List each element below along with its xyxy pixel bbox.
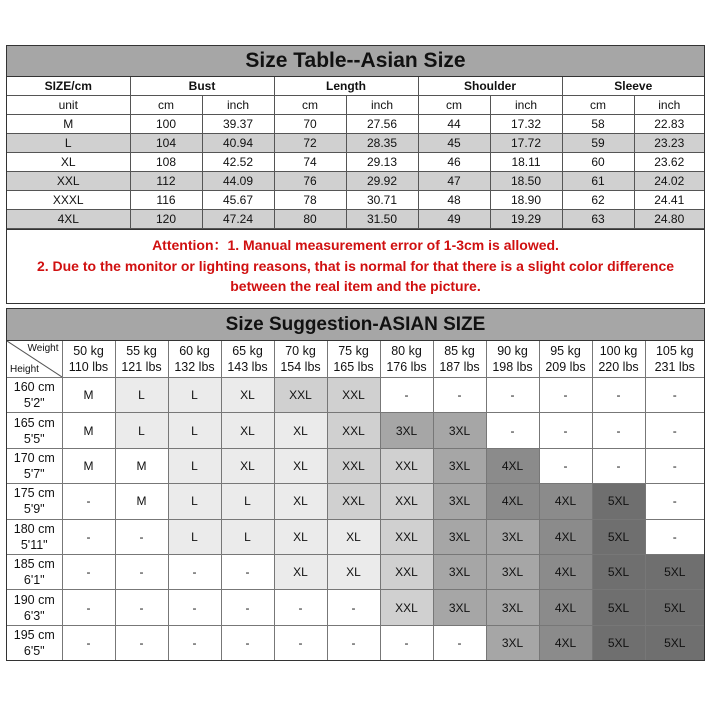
suggested-size-cell: - [168,625,221,660]
suggested-size-cell: 3XL [433,554,486,589]
unit-cell: inch [346,96,418,115]
header-shoulder: Shoulder [418,77,562,96]
size-value: 18.50 [490,172,562,191]
size-name: 4XL [7,210,130,229]
weight-column-header [380,341,433,378]
suggested-size-cell: XXL [327,378,380,413]
suggested-size-cell: - [327,625,380,660]
suggested-size-cell: L [115,413,168,448]
size-name: L [7,134,130,153]
weight-kg: 80 kg [391,344,422,358]
size-table-title: Size Table--Asian Size [7,46,704,77]
suggested-size-cell: - [62,519,115,554]
weight-lbs: 165 lbs [333,360,374,374]
weight-kg: 70 kg [285,344,316,358]
height-row-header [7,448,62,483]
suggested-size-cell: M [62,378,115,413]
unit-cell: cm [418,96,490,115]
suggested-size-cell: - [645,378,704,413]
size-table-header-row [7,77,704,96]
size-row-4xl [7,210,704,229]
height-cm: 170 cm [13,450,55,465]
size-value: 45.67 [202,191,274,210]
weight-kg: 55 kg [126,344,157,358]
unit-cell: cm [562,96,634,115]
height-row-header [7,625,62,660]
suggestion-title: Size Suggestion-ASIAN SIZE [7,309,704,341]
suggested-size-cell: L [221,519,274,554]
suggested-size-cell: - [645,448,704,483]
height-ft: 5'7" [23,466,45,481]
size-name: M [7,115,130,134]
size-value: 61 [562,172,634,191]
suggested-size-cell: - [115,519,168,554]
suggested-size-cell: 3XL [433,413,486,448]
unit-cell: inch [634,96,704,115]
size-value: 104 [130,134,202,153]
height-cm: 195 cm [13,627,55,642]
suggested-size-cell: - [592,413,645,448]
suggested-size-cell: XXL [380,448,433,483]
weight-kg: 90 kg [497,344,528,358]
height-row-header [7,484,62,519]
size-value: 62 [562,191,634,210]
weight-kg: 65 kg [232,344,263,358]
size-row-l [7,134,704,153]
height-ft: 5'11" [20,537,48,552]
weight-column-header [433,341,486,378]
suggested-size-cell: XL [274,448,327,483]
unit-cell: inch [490,96,562,115]
height-row-header [7,590,62,625]
suggested-size-cell: 3XL [486,519,539,554]
suggested-size-cell: 4XL [486,484,539,519]
suggested-size-cell: XL [274,519,327,554]
height-cm: 190 cm [13,592,55,607]
suggested-size-cell: - [62,554,115,589]
suggested-size-cell: 3XL [486,625,539,660]
size-name: XL [7,153,130,172]
size-value: 42.52 [202,153,274,172]
weight-lbs: 187 lbs [439,360,480,374]
size-value: 17.32 [490,115,562,134]
weight-lbs: 176 lbs [386,360,427,374]
weight-column-header [592,341,645,378]
attention-box [6,228,705,304]
height-row [7,554,704,589]
size-name: XXXL [7,191,130,210]
weight-lbs: 154 lbs [280,360,321,374]
suggested-size-cell: 5XL [592,625,645,660]
suggested-size-cell: XXL [380,590,433,625]
weight-column-header [62,341,115,378]
weight-column-header [274,341,327,378]
size-value: 40.94 [202,134,274,153]
size-table-grid [7,77,704,229]
size-value: 48 [418,191,490,210]
size-value: 27.56 [346,115,418,134]
size-table-unit-row [7,96,704,115]
suggested-size-cell: - [539,378,592,413]
attention-line-2: 2. Due to the monitor or lighting reasons, that is normal for that there is a slight color difference [36,257,675,274]
size-value: 76 [274,172,346,191]
height-row [7,625,704,660]
size-value: 29.13 [346,153,418,172]
suggested-size-cell: M [62,413,115,448]
size-value: 23.62 [634,153,704,172]
size-table [6,45,705,230]
weight-column-header [539,341,592,378]
suggested-size-cell: - [274,625,327,660]
weight-header-row [7,341,704,378]
suggested-size-cell: - [221,554,274,589]
size-value: 17.72 [490,134,562,153]
size-value: 19.29 [490,210,562,229]
suggested-size-cell: 3XL [486,554,539,589]
unit-cell: inch [202,96,274,115]
weight-column-header [486,341,539,378]
size-value: 120 [130,210,202,229]
weight-kg: 95 kg [550,344,581,358]
unit-cell: cm [130,96,202,115]
suggested-size-cell: - [221,590,274,625]
suggested-size-cell: 4XL [486,448,539,483]
size-value: 18.11 [490,153,562,172]
size-value: 80 [274,210,346,229]
attention-line-3: between the real item and the picture. [230,278,481,294]
suggested-size-cell: XXL [327,413,380,448]
height-cm: 180 cm [13,521,55,536]
suggested-size-cell: - [380,625,433,660]
size-value: 24.80 [634,210,704,229]
suggested-size-cell: - [380,378,433,413]
suggested-size-cell: L [221,484,274,519]
size-suggestion-table [6,308,705,661]
size-row-xxl [7,172,704,191]
height-row [7,448,704,483]
size-value: 59 [562,134,634,153]
weight-lbs: 209 lbs [545,360,586,374]
suggested-size-cell: - [645,484,704,519]
suggested-size-cell: - [168,554,221,589]
size-value: 100 [130,115,202,134]
suggested-size-cell: XXL [380,554,433,589]
suggested-size-cell: 3XL [433,590,486,625]
size-value: 44 [418,115,490,134]
height-ft: 5'2" [23,396,45,411]
header-bust: Bust [130,77,274,96]
suggested-size-cell: - [433,378,486,413]
suggested-size-cell: 3XL [433,484,486,519]
suggested-size-cell: M [115,484,168,519]
suggested-size-cell: XL [274,484,327,519]
weight-height-corner [7,341,62,378]
size-value: 47 [418,172,490,191]
size-row-m [7,115,704,134]
suggested-size-cell: - [433,625,486,660]
suggested-size-cell: L [168,519,221,554]
suggested-size-cell: XL [274,413,327,448]
size-value: 24.02 [634,172,704,191]
height-row-header [7,519,62,554]
header-sleeve: Sleeve [562,77,704,96]
suggested-size-cell: 4XL [539,554,592,589]
suggested-size-cell: L [168,484,221,519]
suggested-size-cell: XL [327,519,380,554]
suggested-size-cell: XXL [274,378,327,413]
size-value: 78 [274,191,346,210]
suggested-size-cell: L [168,448,221,483]
suggested-size-cell: - [539,413,592,448]
weight-lbs: 121 lbs [121,360,162,374]
suggested-size-cell: XL [327,554,380,589]
height-ft: 6'5" [23,643,45,658]
height-row [7,590,704,625]
suggested-size-cell: XXL [380,519,433,554]
weight-kg: 50 kg [73,344,104,358]
height-row [7,519,704,554]
suggested-size-cell: - [645,413,704,448]
height-ft: 6'1" [23,573,45,588]
weight-lbs: 132 lbs [174,360,215,374]
height-row [7,378,704,413]
height-ft: 5'9" [23,502,45,517]
unit-label: unit [7,96,130,115]
suggested-size-cell: 5XL [592,519,645,554]
size-name: XXL [7,172,130,191]
suggested-size-cell: - [115,554,168,589]
suggested-size-cell: - [168,590,221,625]
height-row-header [7,413,62,448]
suggested-size-cell: - [115,625,168,660]
suggested-size-cell: L [168,378,221,413]
size-value: 74 [274,153,346,172]
suggested-size-cell: L [168,413,221,448]
suggested-size-cell: 5XL [592,590,645,625]
height-cm: 165 cm [13,415,55,430]
suggested-size-cell: M [115,448,168,483]
height-row [7,413,704,448]
suggested-size-cell: 5XL [645,590,704,625]
weight-lbs: 198 lbs [492,360,533,374]
weight-column-header [168,341,221,378]
suggested-size-cell: 3XL [433,519,486,554]
suggested-size-cell: M [62,448,115,483]
suggested-size-cell: XL [221,378,274,413]
height-cm: 185 cm [13,557,55,572]
size-value: 108 [130,153,202,172]
suggested-size-cell: - [221,625,274,660]
size-value: 28.35 [346,134,418,153]
suggested-size-cell: XL [221,448,274,483]
suggested-size-cell: 3XL [433,448,486,483]
weight-lbs: 110 lbs [68,360,109,374]
height-ft: 5'5" [23,431,45,446]
suggested-size-cell: 5XL [645,554,704,589]
weight-lbs: 220 lbs [598,360,639,374]
weight-kg: 105 kg [655,344,694,358]
suggested-size-cell: L [115,378,168,413]
suggested-size-cell: 5XL [592,484,645,519]
suggested-size-cell: - [539,448,592,483]
height-cm: 160 cm [13,380,55,395]
unit-cell: cm [274,96,346,115]
weight-kg: 100 kg [599,344,638,358]
suggested-size-cell: 5XL [645,625,704,660]
weight-column-header [221,341,274,378]
size-value: 31.50 [346,210,418,229]
suggested-size-cell: - [327,590,380,625]
suggestion-grid [7,341,704,660]
size-value: 22.83 [634,115,704,134]
suggested-size-cell: - [592,378,645,413]
suggested-size-cell: - [62,590,115,625]
size-value: 72 [274,134,346,153]
height-row-header [7,554,62,589]
size-row-xl [7,153,704,172]
suggested-size-cell: 4XL [539,625,592,660]
size-value: 60 [562,153,634,172]
weight-column-header [115,341,168,378]
size-value: 116 [130,191,202,210]
suggested-size-cell: - [486,413,539,448]
header-size-cm: SIZE/cm [7,77,130,96]
size-value: 47.24 [202,210,274,229]
weight-kg: 60 kg [179,344,210,358]
suggested-size-cell: XXL [380,484,433,519]
size-value: 29.92 [346,172,418,191]
suggested-size-cell: 3XL [486,590,539,625]
suggested-size-cell: 4XL [539,484,592,519]
suggested-size-cell: 3XL [380,413,433,448]
size-value: 39.37 [202,115,274,134]
suggested-size-cell: XL [221,413,274,448]
suggested-size-cell: XXL [327,484,380,519]
suggested-size-cell: 4XL [539,590,592,625]
suggested-size-cell: 5XL [592,554,645,589]
size-value: 70 [274,115,346,134]
size-value: 23.23 [634,134,704,153]
header-length: Length [274,77,418,96]
weight-kg: 75 kg [338,344,369,358]
weight-kg: 85 kg [444,344,475,358]
suggested-size-cell: - [592,448,645,483]
suggested-size-cell: - [62,484,115,519]
size-value: 58 [562,115,634,134]
attention-line-1: Attention：1. Manual measurement error of 1-3cm is allowed. [152,237,559,253]
suggested-size-cell: 4XL [539,519,592,554]
corner-height-label: Height [10,364,39,375]
suggested-size-cell: - [645,519,704,554]
suggested-size-cell: XL [274,554,327,589]
size-value: 45 [418,134,490,153]
size-row-xxxl [7,191,704,210]
height-row [7,484,704,519]
suggested-size-cell: - [115,590,168,625]
size-value: 18.90 [490,191,562,210]
size-value: 44.09 [202,172,274,191]
size-value: 30.71 [346,191,418,210]
suggested-size-cell: XXL [327,448,380,483]
size-value: 46 [418,153,490,172]
weight-lbs: 231 lbs [654,360,695,374]
weight-column-header [327,341,380,378]
suggested-size-cell: - [486,378,539,413]
weight-lbs: 143 lbs [227,360,268,374]
height-ft: 6'3" [23,608,45,623]
size-value: 112 [130,172,202,191]
height-row-header [7,378,62,413]
size-value: 49 [418,210,490,229]
suggested-size-cell: - [274,590,327,625]
weight-column-header [645,341,704,378]
size-value: 63 [562,210,634,229]
height-cm: 175 cm [13,486,55,501]
corner-weight-label: Weight [27,343,59,354]
size-value: 24.41 [634,191,704,210]
suggested-size-cell: - [62,625,115,660]
